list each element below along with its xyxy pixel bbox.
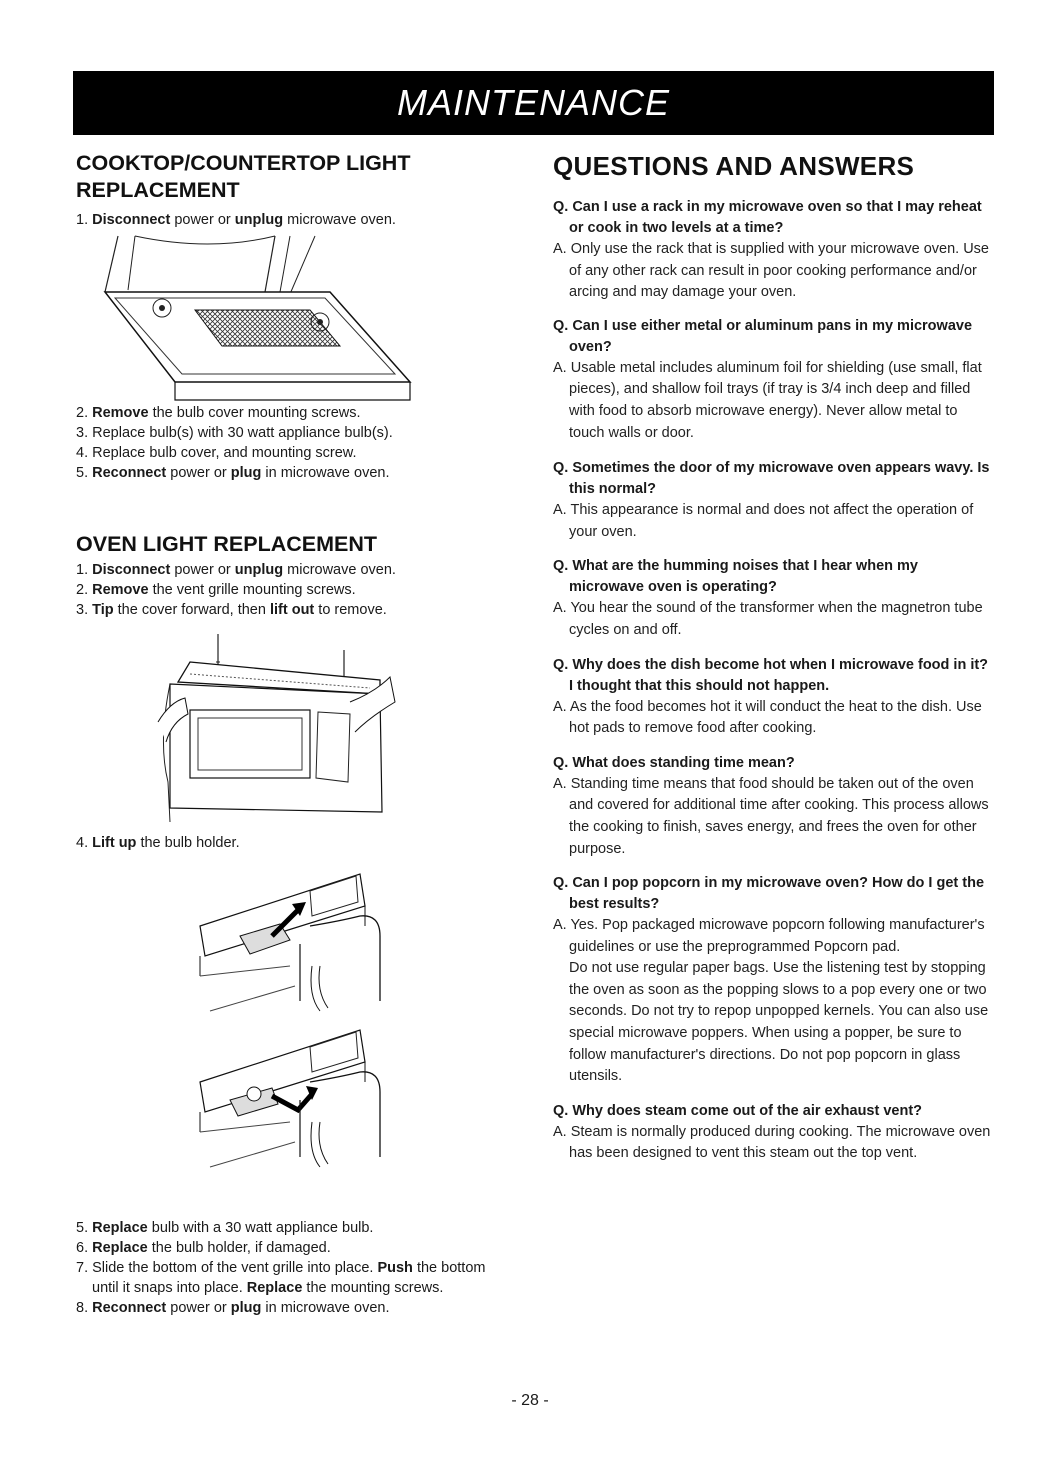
page-title: MAINTENANCE [396,82,671,123]
bulb-replace-figure [180,1022,390,1172]
qa-answer: A. Steam is normally produced during cooking. The microwave oven has been designed to vent this steam out the top vent. [553,1123,991,1162]
oven-step-2: 2. Remove the vent grille mounting screws. [76,582,356,598]
oven-light-heading: OVEN LIGHT REPLACEMENT [76,532,378,556]
oven-step-1: 1. Disconnect power or unplug microwave oven. [76,562,396,578]
qa-heading: QUESTIONS AND ANSWERS [553,151,915,181]
cooktop-section [76,150,516,230]
oven-step-6: 6. Replace the bulb holder, if damaged. [76,1240,331,1256]
oven-step-5: 5. Replace bulb with a 30 watt appliance bulb. [76,1220,374,1236]
bulb-holder-lift-figure [180,866,390,1016]
qa-item [553,873,993,1088]
qa-question: Q. Why does steam come out of the air exhaust vent? [553,1102,923,1119]
header-banner [73,71,994,135]
qa-item [553,655,993,740]
qa-answer: A. Only use the rack that is supplied with your microwave oven. Use of any other rack can result in poor cooking performance and/or arcing and may damage your oven. [553,241,989,301]
oven-step-4: 4. Lift up the bulb holder. [76,835,240,851]
cooktop-heading-line2: REPLACEMENT [76,178,240,202]
qa-answer: A. Usable metal includes aluminum foil for shielding (use small, flat pieces), and shallow foil trays (if tray is 3/4 inch deep and filled with food to absorb microwave energy). Never allow metal to touch walls or door. [553,359,982,441]
cooktop-steps-2-5 [76,403,516,483]
cooktop-heading-line1: COOKTOP/COUNTERTOP LIGHT [76,151,411,175]
qa-question: Q. Why does the dish become hot when I microwave food in it? I thought that this should not happen. [553,656,989,694]
qa-section [553,150,993,1165]
vent-grille-figure [150,632,400,822]
cooktop-step-4: 4. Replace bulb cover, and mounting screw. [76,445,357,461]
qa-item [553,556,993,641]
qa-answer: A. This appearance is normal and does not affect the operation of your oven. [553,502,974,540]
qa-answer: A. As the food becomes hot it will conduct the heat to the dish. Use hot pads to remove food after cooking. [553,698,982,737]
cooktop-step-2: 2. Remove the bulb cover mounting screws. [76,405,361,421]
cooktop-heading [76,150,516,204]
qa-item [553,753,993,860]
qa-question: Q. What are the humming noises that I hear when my microwave oven is operating? [553,558,918,596]
cooktop-light-figure [90,234,420,404]
qa-answer: A. Standing time means that food should be taken out of the oven and covered for additional time after cooking. This process allows the cooking to finish, saves energy, and frees the oven for other purpose. [553,775,989,857]
oven-step-3: 3. Tip the cover forward, then lift out to remove. [76,602,387,618]
qa-question: Q. Can I use either metal or aluminum pans in my microwave oven? [553,317,973,355]
oven-steps-5-8 [76,1218,516,1318]
qa-question: Q. Can I use a rack in my microwave oven so that I may reheat or cook in two levels at a time? [553,199,982,236]
qa-item [553,316,993,444]
qa-item [553,458,993,543]
qa-item [553,1101,993,1165]
qa-question: Q. What does standing time mean? [553,754,795,771]
qa-question: Q. Sometimes the door of my microwave oven appears wavy. Is this normal? [553,460,990,498]
cooktop-step-5: 5. Reconnect power or plug in microwave oven. [76,465,390,481]
qa-answer: A. Yes. Pop packaged microwave popcorn following manufacturer's guidelines or use the preprogrammed Popcorn pad. Do not use regular paper bags. Use the listening test by stopping the oven as soon as the popping slows to a pop every one or two seconds. Do not try to repop unpopped kernels. You can also use special microwave poppers. When using a popper, be sure to follow manufacturer's directions. Do not pop popcorn in glass utensils. [553,917,989,1085]
cooktop-step-3: 3. Replace bulb(s) with 30 watt appliance bulb(s). [76,425,393,441]
oven-step-8: 8. Reconnect power or plug in microwave oven. [76,1300,390,1316]
page-number: - 28 - [511,1392,549,1409]
oven-step-4-block [76,833,516,853]
cooktop-step-1: 1. Disconnect power or unplug microwave oven. [76,212,396,228]
oven-step-7: 7. Slide the bottom of the vent grille into place. Push the bottom until it snaps into place. Replace the mounting screws. [76,1260,486,1296]
qa-item [553,197,993,304]
qa-answer: A. You hear the sound of the transformer when the magnetron tube cycles on and off. [553,600,983,638]
qa-question: Q. Can I pop popcorn in my microwave oven? How do I get the best results? [553,875,985,913]
oven-light-section [76,531,516,620]
